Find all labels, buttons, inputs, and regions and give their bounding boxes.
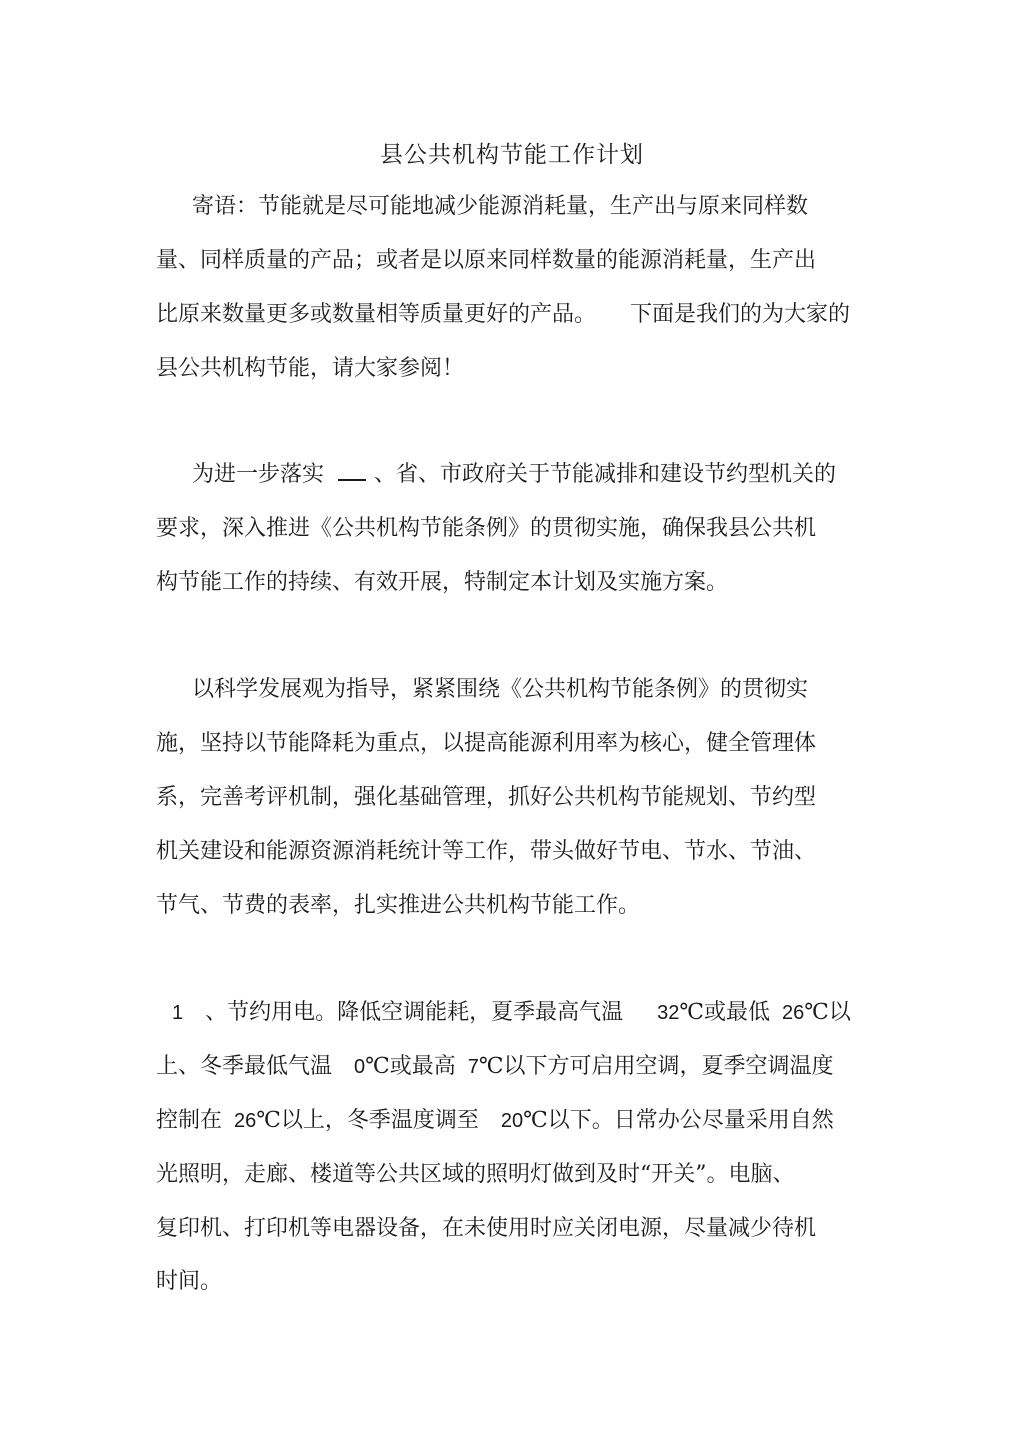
temp-value: 7 — [467, 1056, 479, 1078]
para3-line-5: 复印机、打印机等电器设备，在未使用时应关闭电源，尽量减少待机 — [156, 1216, 817, 1241]
item-number: 1 — [172, 1002, 184, 1024]
para1-line-1-b: 、省、市政府关于节能减排和建设节约型机关的 — [374, 462, 837, 487]
fill-in-blank — [338, 463, 366, 481]
para3-line-2-t1: 上、冬季最低气温 — [156, 1054, 333, 1079]
para2-line-5: 节气、节费的表率，扎实推进公共机构节能工作。 — [156, 893, 641, 918]
para3-line-3-t3: ℃以下。日常办公尽量采用自然 — [523, 1108, 834, 1133]
intro-line-3-tail: 下面是我们的为大家的 — [630, 302, 851, 327]
para3-line-1-text: 、节约用电。降低空调能耗，夏季最高气温 — [205, 1000, 624, 1025]
para3-line-6: 时间。 — [156, 1269, 223, 1294]
para3-line-1-t2: ℃或最低 — [679, 1000, 771, 1025]
para2-line-1: 以科学发展观为指导，紧紧围绕《公共机构节能条例》的贯彻实 — [192, 677, 809, 702]
temp-value: 26 — [782, 1002, 805, 1024]
para1-line-1-a: 为进一步落实 — [192, 462, 325, 487]
intro-line-3-text: 比原来数量更多或数量相等质量更好的产品。 — [156, 302, 597, 327]
temp-value: 0 — [354, 1056, 366, 1078]
intro-line-2: 量、同样质量的产品；或者是以原来同样数量的能源消耗量，生产出 — [156, 248, 817, 273]
para3-line-2-t2: ℃或最高 — [365, 1054, 456, 1079]
document-title: 县公共机构节能工作计划 — [380, 142, 644, 168]
para3-line-2-t3: ℃以下方可启用空调，夏季空调温度 — [478, 1054, 834, 1079]
intro-line-1: 寄语：节能就是尽可能地减少能源消耗量，生产出与原来同样数 — [192, 194, 809, 219]
para3-line-1-t3: ℃以 — [804, 1000, 851, 1025]
para3-line-3 — [156, 1106, 834, 1136]
para1-line-3: 构节能工作的持续、有效开展，特制定本计划及实施方案。 — [156, 570, 729, 595]
temp-value: 32 — [657, 1002, 680, 1024]
para3-line-2 — [156, 1052, 834, 1082]
para2-line-2: 施，坚持以节能降耗为重点，以提高能源利用率为核心，健全管理体 — [156, 731, 817, 756]
para3-line-1 — [172, 998, 851, 1028]
para2-line-4: 机关建设和能源资源消耗统计等工作，带头做好节电、节水、节油、 — [156, 839, 817, 864]
para3-line-4: 光照明，走廊、楼道等公共区域的照明灯做到及时“开关”。电脑、 — [156, 1162, 795, 1187]
intro-line-4: 县公共机构节能，请大家参阅！ — [156, 356, 465, 381]
temp-value: 20 — [500, 1110, 524, 1132]
para3-line-3-t1: 控制在 — [156, 1108, 223, 1133]
para1-line-1 — [192, 460, 836, 490]
intro-line-3 — [156, 300, 850, 330]
temp-value: 26 — [234, 1110, 257, 1132]
para1-line-2: 要求，深入推进《公共机构节能条例》的贯彻实施，确保我县公共机 — [156, 516, 817, 541]
para2-line-3: 系，完善考评机制，强化基础管理，抓好公共机构节能规划、节约型 — [156, 785, 817, 810]
para3-line-3-t2: ℃以上，冬季温度调至 — [256, 1108, 479, 1133]
